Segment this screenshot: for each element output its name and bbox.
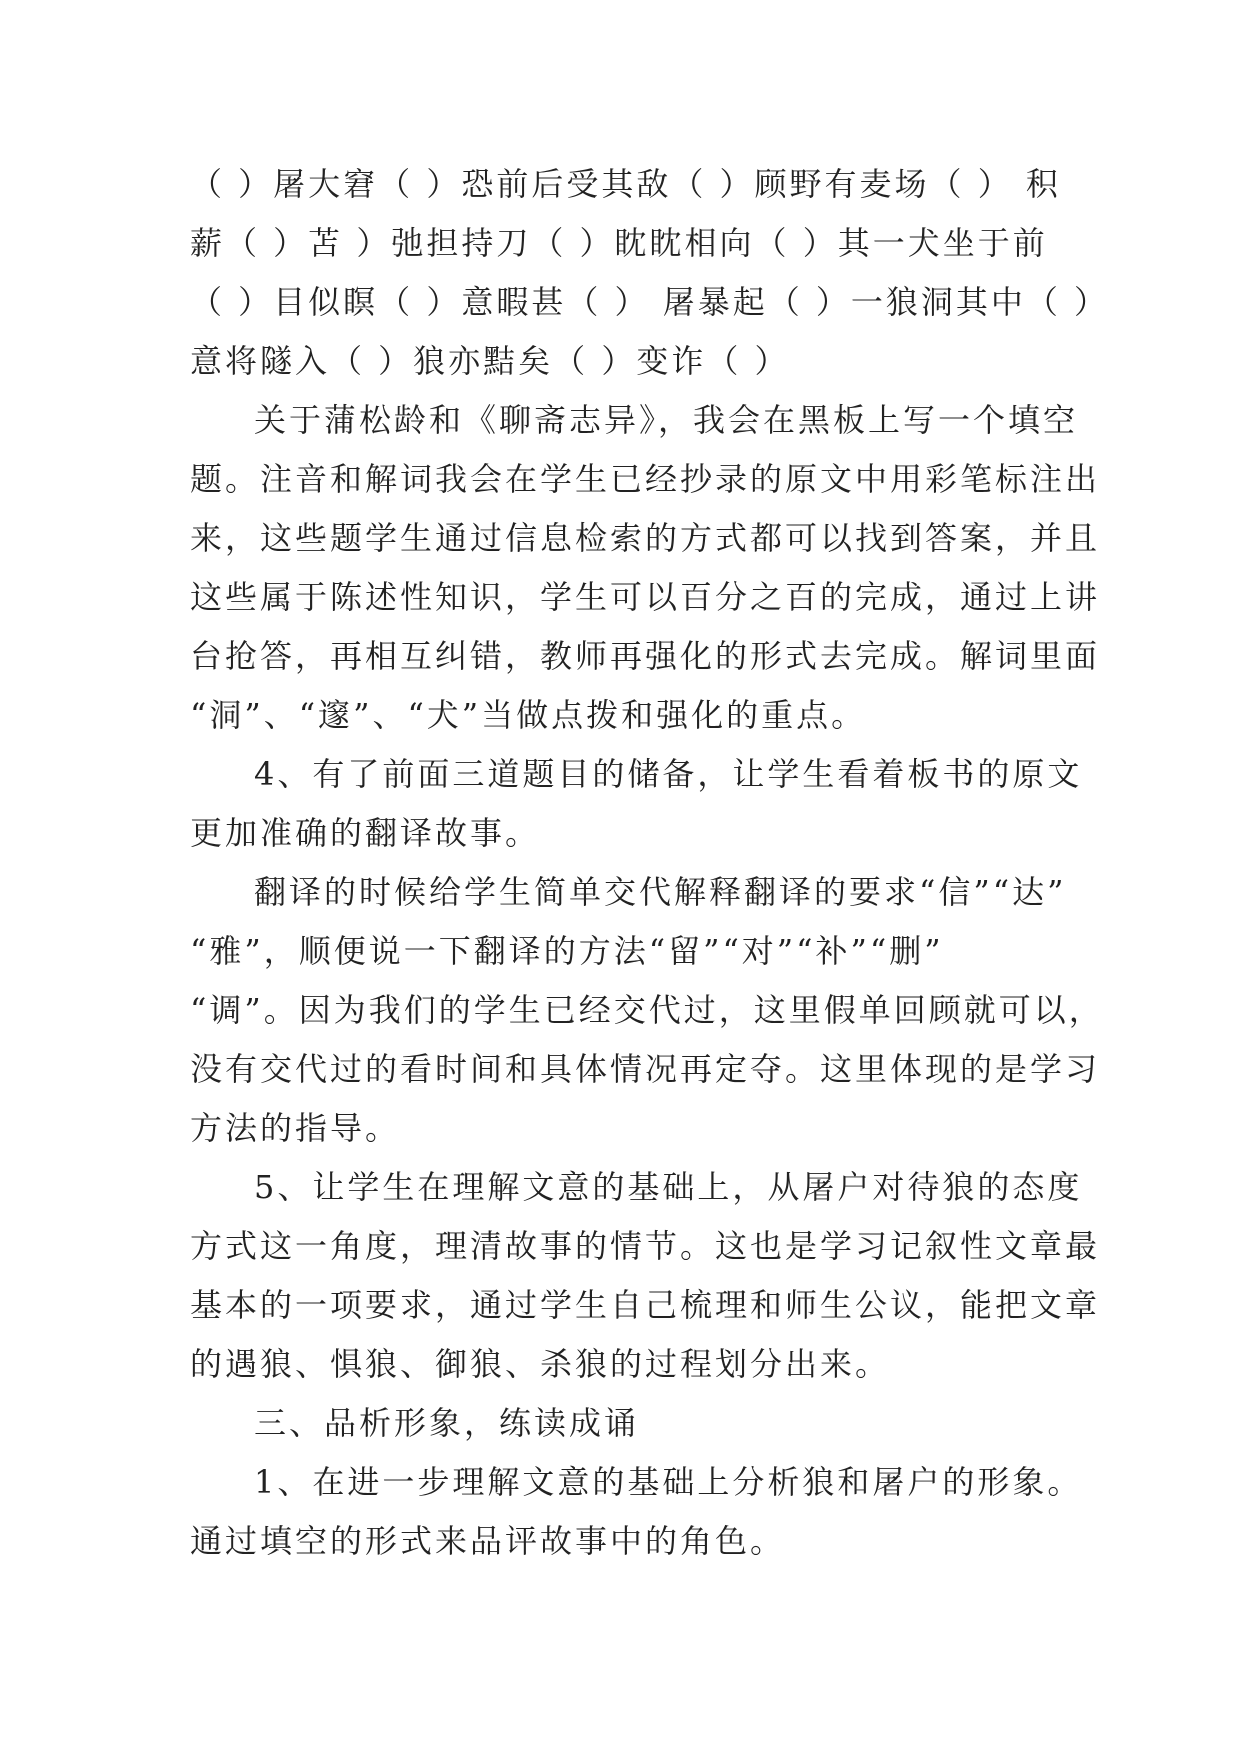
text-line: 通过填空的形式来品评故事中的角色。 [190,1522,786,1560]
text-line: “洞”、“邃”、“犬”当做点拨和强化的重点。 [190,696,867,734]
text-line: 这些属于陈述性知识，学生可以百分之百的完成，通过上讲 [190,578,1101,616]
text-line: 基本的一项要求，通过学生自己梳理和师生公议，能把文章 [190,1286,1101,1324]
text-line: 关于蒲松龄和《聊斋志异》，我会在黑板上写一个填空 [254,401,1079,439]
document-body [190,155,1110,1571]
text-line: 薪（ ）苫 ）弛担持刀（ ）眈眈相向（ ）其一犬坐于前 [190,224,1048,262]
text-line: “雅”，顺便说一下翻译的方法“留”“对”“补”“删” [190,932,944,970]
text-line: 没有交代过的看时间和具体情况再定夺。这里体现的是学习 [190,1050,1101,1088]
text-line: 台抢答，再相互纠错，教师再强化的形式去完成。解词里面 [190,637,1101,675]
text-line: 的遇狼、惧狼、御狼、杀狼的过程划分出来。 [190,1345,891,1383]
text-line: 1、在进一步理解文意的基础上分析狼和屠户的形象。 [254,1463,1083,1501]
text-line: “调”。因为我们的学生已经交代过，这里假单回顾就可以， [190,991,1104,1029]
text-line: 方式这一角度，理清故事的情节。这也是学习记叙性文章最 [190,1227,1101,1265]
text-line: 方法的指导。 [190,1109,401,1147]
text-line: 翻译的时候给学生简单交代解释翻译的要求“信”“达” [254,873,1067,911]
text-line: 意将隧入（ ）狼亦黠矣（ ）变诈（ ） [190,342,790,380]
text-line: 来，这些题学生通过信息检索的方式都可以找到答案，并且 [190,519,1101,557]
text-line: 4、有了前面三道题目的储备，让学生看着板书的原文 [254,755,1083,793]
text-line: 5、让学生在理解文意的基础上，从屠户对待狼的态度 [254,1168,1083,1206]
section-heading: 三、品析形象，练读成诵 [254,1404,640,1442]
text-line: （ ）目似瞑（ ）意暇甚（ ） 屠暴起（ ）一狼洞其中（ ） [190,283,1110,321]
text-line: （ ）屠大窘（ ）恐前后受其敌（ ）顾野有麦场（ ） 积 [190,165,1061,203]
text-line: 更加准确的翻译故事。 [190,814,541,852]
text-line: 题。注音和解词我会在学生已经抄录的原文中用彩笔标注出 [190,460,1101,498]
